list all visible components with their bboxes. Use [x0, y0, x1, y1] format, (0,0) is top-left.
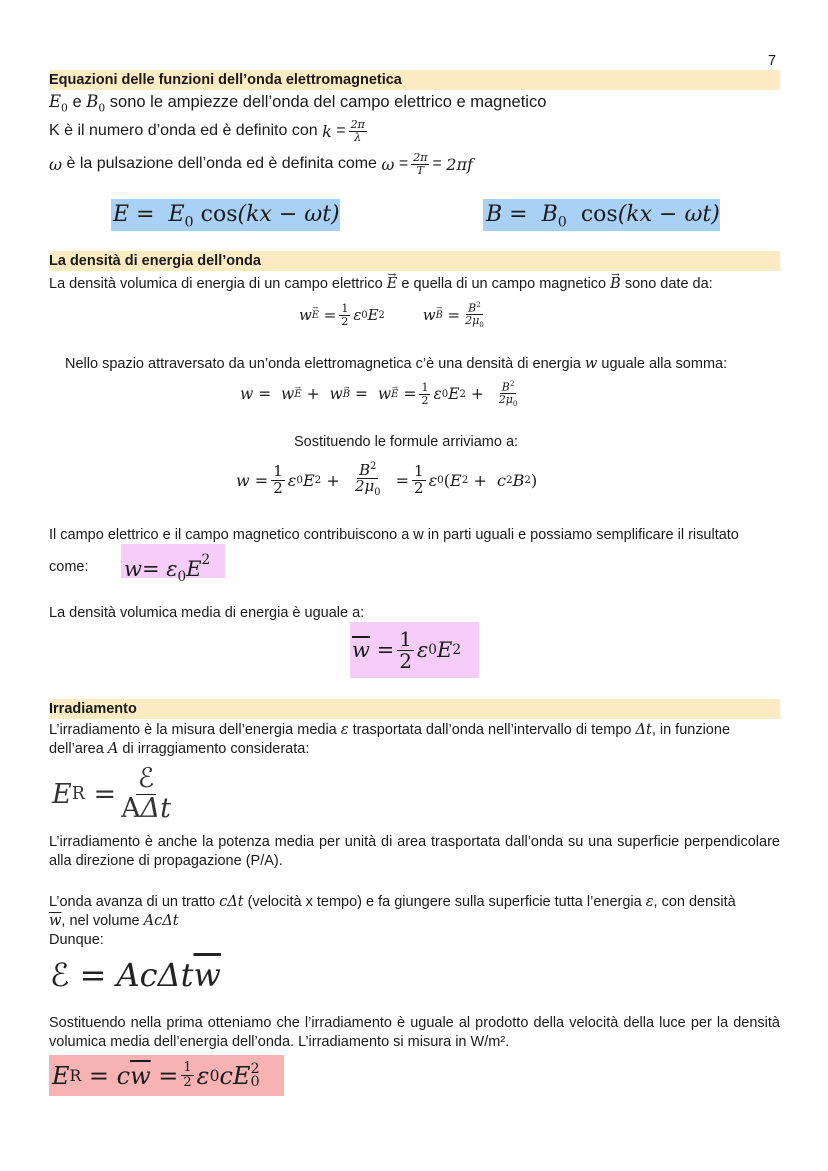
page-number: 7 — [768, 53, 777, 69]
mean-energy-formula: $\overline{w}$ = $\frac{1}{2}$ ε 0 E 2 — [350, 622, 479, 678]
wave-number-line: K è il numero d’onda ed è definito con k = $\frac{2\pi}{\lambda}$ — [49, 117, 365, 144]
energy-density-intro: La densità volumica di energia di un campo elettrico E → e quella di un campo magnetico B → sono date da: — [49, 275, 713, 294]
irradiance-formula: E R = $\frac{\text{ℰ}}{\text{AΔt}}$ — [52, 763, 171, 824]
amplitudes-line: $E_0$ e $B_0$ sono le ampiezze dell’onda del campo elettrico e magnetico — [49, 92, 547, 115]
irradiance-conclusion-text: Sostituendo nella prima otteniamo che l’irradiamento è uguale al prodotto della velocità della luce per la densità volumica media dell’energia dell’onda. L’irradiamento si misura in W/m². — [49, 1015, 780, 1050]
simplified-energy-formula: $w= \varepsilon_0E^2$ — [121, 544, 225, 578]
sum-formula: w = w E → + w B → = w E → = $\frac{1}{2}$ ε 0 E 2 + $\frac{B^2}{2\mu_0}$ — [240, 374, 522, 414]
k-fraction: $\frac{2\pi}{\lambda}$ — [350, 117, 365, 144]
pulsation-line: ω è la pulsazione dell’onda ed è definita come ω = $\frac{2\pi}{T}$ = 2πf — [49, 150, 473, 177]
electric-wave-formula: $E = E_0$ cos(kx − ωt) — [111, 199, 340, 231]
irradiance-definition: L’irradiamento è la misura dell’energia media ε trasportata dall’onda nell’intervallo di tempo Δt, in funzione dell’area A di irraggiamento considerata: — [49, 722, 731, 757]
energy-formula: ℰ = AcΔt $\overline{w}$ — [50, 956, 221, 994]
irradiance-final-formula: E R = c $\overline{w}$ = $\frac{1}{2}$ ε 0 cE 2 0 — [49, 1055, 284, 1096]
come-label: come: — [49, 559, 89, 575]
sum-intro: Nello spazio attraversato da un’onda elettromagnetica c’è una densità di energia w uguale alla somma: — [65, 356, 728, 372]
wave-advance-text: L’onda avanza di un tratto cΔt (velocità x tempo) e fa giungere sulla superficie tutta l’energia ε, con densità $\overline{w}$, nel volume AcΔt Dunque: — [49, 894, 736, 948]
magnetic-wave-formula: $B = B_0$ cos(kx − ωt) — [483, 199, 720, 231]
section-heading-equations: Equazioni delle funzioni dell’onda elettromagnetica — [49, 70, 780, 90]
equal-contribution-text: Il campo elettrico e il campo magnetico contribuiscono a w in parti uguali e possiamo semplificare il risultato — [49, 527, 739, 543]
mean-density-intro: La densità volumica media di energia è uguale a: — [49, 605, 365, 621]
section-heading-energy-density: La densità di energia dell’onda — [49, 251, 780, 271]
energy-density-formulas: w E → = $\frac{1}{2}$ ε 0 E 2 w B → = $\frac{B^2}{2\mu_0}$ — [299, 295, 489, 335]
section-heading-irradiance: Irradiamento — [49, 699, 780, 719]
substitution-intro: Sostituendo le formule arriviamo a: — [294, 434, 519, 450]
irradiance-power-text: L’irradiamento è anche la potenza media per unità di area trasportata dall’onda su una superficie perpendicolare alla direzione di propagazione (P/A). — [49, 834, 780, 869]
substituted-formula: w = $\frac{1}{2}$ ε 0 E 2 + $\frac{B^2}{2\mu_0}$ = $\frac{1}{2}$ ε 0 ( E 2 + c 2 B 2 ) — [236, 460, 538, 499]
